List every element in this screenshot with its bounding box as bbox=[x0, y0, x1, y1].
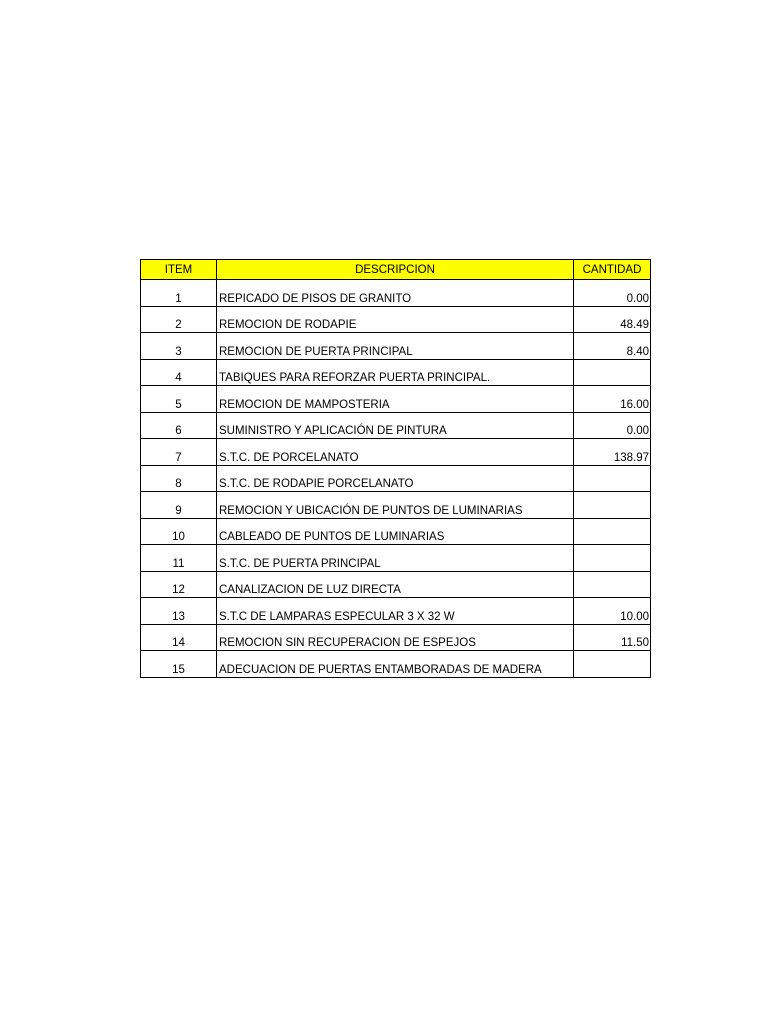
description-cell: S.T.C. DE PUERTA PRINCIPAL bbox=[217, 545, 574, 572]
description-cell: TABIQUES PARA REFORZAR PUERTA PRINCIPAL. bbox=[217, 359, 574, 386]
item-number-cell: 9 bbox=[141, 492, 217, 519]
description-cell: SUMINISTRO Y APLICACIÓN DE PINTURA bbox=[217, 412, 574, 439]
item-number-cell: 5 bbox=[141, 386, 217, 413]
table-row bbox=[141, 598, 651, 625]
header-row bbox=[141, 260, 651, 280]
quantity-cell: 10.00 bbox=[574, 598, 651, 625]
table-body bbox=[141, 280, 651, 678]
quantity-cell: 8.40 bbox=[574, 333, 651, 360]
header-item: ITEM bbox=[141, 260, 217, 280]
item-number-cell: 6 bbox=[141, 412, 217, 439]
quantity-cell bbox=[574, 359, 651, 386]
description-cell: REMOCION DE PUERTA PRINCIPAL bbox=[217, 333, 574, 360]
table-row bbox=[141, 651, 651, 678]
table-row bbox=[141, 545, 651, 572]
header-description: DESCRIPCION bbox=[217, 260, 574, 280]
quantity-cell bbox=[574, 571, 651, 598]
table-row bbox=[141, 465, 651, 492]
description-cell: CANALIZACION DE LUZ DIRECTA bbox=[217, 571, 574, 598]
quantity-cell bbox=[574, 518, 651, 545]
quantity-cell bbox=[574, 492, 651, 519]
table-row bbox=[141, 624, 651, 651]
table-row bbox=[141, 492, 651, 519]
header-quantity: CANTIDAD bbox=[574, 260, 651, 280]
table-row bbox=[141, 280, 651, 307]
quantity-cell bbox=[574, 651, 651, 678]
quantity-cell: 11.50 bbox=[574, 624, 651, 651]
quantity-cell bbox=[574, 545, 651, 572]
item-number-cell: 2 bbox=[141, 306, 217, 333]
item-number-cell: 10 bbox=[141, 518, 217, 545]
quantity-cell: 16.00 bbox=[574, 386, 651, 413]
item-number-cell: 12 bbox=[141, 571, 217, 598]
table-header bbox=[141, 260, 651, 280]
item-number-cell: 15 bbox=[141, 651, 217, 678]
item-number-cell: 1 bbox=[141, 280, 217, 307]
item-number-cell: 4 bbox=[141, 359, 217, 386]
description-cell: ADECUACION DE PUERTAS ENTAMBORADAS DE MADERA bbox=[217, 651, 574, 678]
item-number-cell: 13 bbox=[141, 598, 217, 625]
quantities-table bbox=[140, 259, 651, 678]
description-cell: CABLEADO DE PUNTOS DE LUMINARIAS bbox=[217, 518, 574, 545]
table-row bbox=[141, 306, 651, 333]
description-cell: S.T.C. DE PORCELANATO bbox=[217, 439, 574, 466]
item-number-cell: 11 bbox=[141, 545, 217, 572]
table-row bbox=[141, 571, 651, 598]
description-cell: REMOCION DE MAMPOSTERIA bbox=[217, 386, 574, 413]
description-cell: S.T.C DE LAMPARAS ESPECULAR 3 X 32 W bbox=[217, 598, 574, 625]
quantity-cell: 0.00 bbox=[574, 280, 651, 307]
quantity-cell: 138.97 bbox=[574, 439, 651, 466]
item-number-cell: 7 bbox=[141, 439, 217, 466]
table-row bbox=[141, 412, 651, 439]
table-row bbox=[141, 333, 651, 360]
table-row bbox=[141, 386, 651, 413]
item-number-cell: 3 bbox=[141, 333, 217, 360]
item-number-cell: 8 bbox=[141, 465, 217, 492]
description-cell: REMOCION Y UBICACIÓN DE PUNTOS DE LUMINARIAS bbox=[217, 492, 574, 519]
quantity-cell bbox=[574, 465, 651, 492]
description-cell: S.T.C. DE RODAPIE PORCELANATO bbox=[217, 465, 574, 492]
description-cell: REMOCION DE RODAPIE bbox=[217, 306, 574, 333]
description-cell: REMOCION SIN RECUPERACION DE ESPEJOS bbox=[217, 624, 574, 651]
item-number-cell: 14 bbox=[141, 624, 217, 651]
table-row bbox=[141, 518, 651, 545]
table-row bbox=[141, 439, 651, 466]
quantity-cell: 48.49 bbox=[574, 306, 651, 333]
quantity-cell: 0.00 bbox=[574, 412, 651, 439]
table-row bbox=[141, 359, 651, 386]
description-cell: REPICADO DE PISOS DE GRANITO bbox=[217, 280, 574, 307]
